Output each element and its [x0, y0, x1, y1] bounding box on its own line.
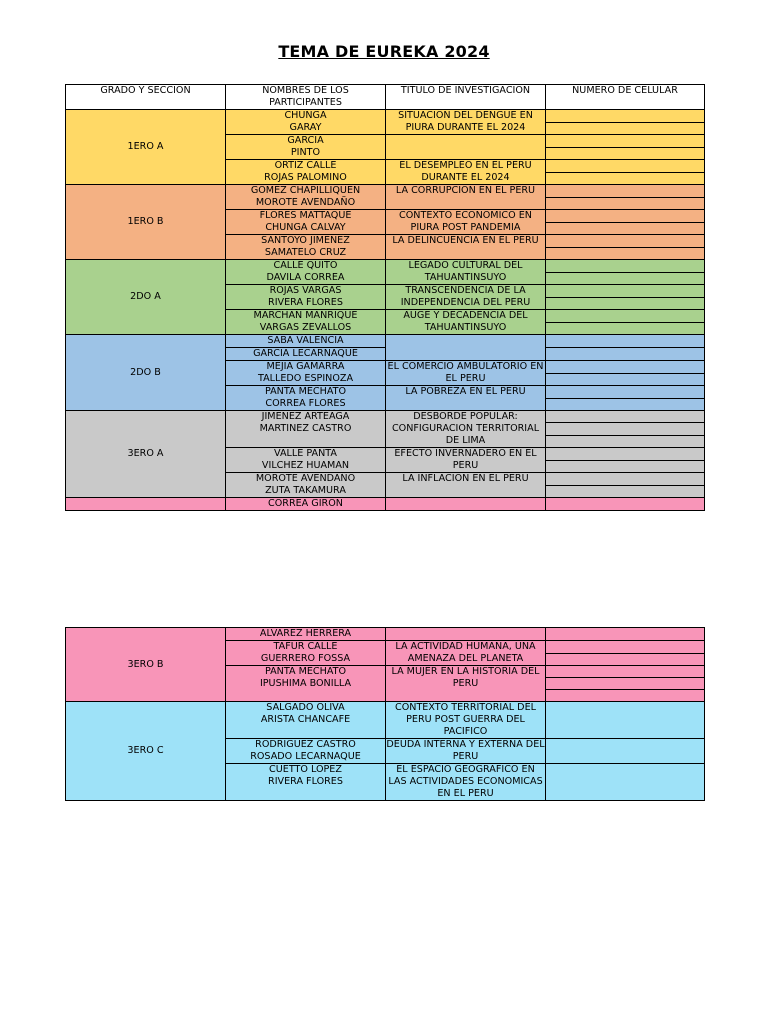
phone-cell[interactable] [546, 411, 705, 423]
phone-cell[interactable] [546, 297, 705, 310]
research-title: LA INFLACION EN EL PERU [386, 473, 546, 498]
research-title [386, 135, 546, 160]
eureka-table-2 [65, 627, 704, 801]
phone-cell[interactable] [546, 423, 705, 435]
participant-names: CUETTO LOPEZ RIVERA FLORES [226, 764, 386, 801]
research-title: LA ACTIVIDAD HUMANA, UNA AMENAZA DEL PLANETA [386, 641, 546, 666]
participant-names: GARCIA PINTO [226, 135, 386, 160]
research-title: DEUDA INTERNA Y EXTERNA DEL PERU [386, 739, 545, 762]
participant-names: CALLE QUITO DAVILA CORREA [226, 260, 386, 285]
participants-table-continued [65, 627, 705, 801]
section-label: 1ERO B [66, 185, 226, 260]
table-row [66, 110, 705, 123]
participant-names: VALLE PANTA VILCHEZ HUAMAN [226, 448, 386, 473]
section-label: 3ERO C [66, 702, 226, 801]
research-title: SITUACION DEL DENGUE EN PIURA DURANTE EL 2024 [386, 110, 546, 135]
phone-cell[interactable] [546, 739, 705, 764]
research-title: LA DELINCUENCIA EN EL PERU [386, 235, 546, 260]
research-title: EL COMERCIO AMBULATORIO EN EL PERU [386, 361, 546, 386]
phone-cell[interactable] [546, 260, 705, 273]
phone-cell[interactable] [546, 172, 705, 185]
research-title: LA POBREZA EN EL PERU [386, 386, 546, 411]
phone-cell[interactable] [546, 498, 705, 511]
phone-cell[interactable] [546, 448, 705, 461]
participant-names: CHUNGA GARAY [226, 110, 386, 135]
section-label: 3ERO A [66, 411, 226, 498]
participant-names: RODRIGUEZ CASTRO ROSADO LECARNAQUE [226, 739, 386, 764]
phone-cell[interactable] [546, 197, 705, 210]
phone-cell[interactable] [546, 247, 705, 260]
participants-table [65, 84, 705, 511]
phone-cell[interactable] [546, 473, 705, 486]
participant-names: ALVAREZ HERRERA [226, 628, 386, 641]
research-title: CONTEXTO TERRITORIAL DEL PERU POST GUERRA DEL PACIFICO [386, 702, 546, 739]
participant-names: CORREA GIRON [226, 498, 386, 511]
page-title: TEMA DE EUREKA 2024 [278, 42, 490, 61]
section-label: 3ERO B [66, 628, 226, 702]
research-title: DESBORDE POPULAR: CONFIGURACION TERRITORIAL DE LIMA [386, 411, 546, 448]
phone-cell[interactable] [546, 435, 705, 447]
phone-cell[interactable] [546, 285, 705, 298]
research-title [386, 335, 546, 361]
phone-cell[interactable] [546, 653, 705, 666]
participant-names: SANTOYO JIMENEZ SAMATELO CRUZ [226, 235, 386, 260]
header-grado: GRADO Y SECCION [66, 85, 226, 110]
eureka-table-1 [65, 84, 704, 511]
participant-names: ORTIZ CALLE ROJAS PALOMINO [226, 160, 386, 185]
research-title: LA CORRUPCION EN EL PERU [386, 185, 546, 210]
participant-names: TAFUR CALLE GUERRERO FOSSA [226, 641, 386, 666]
table-header-row [66, 85, 705, 110]
participant-names: GARCIA LECARNAQUE [226, 348, 386, 361]
section-label: 1ERO A [66, 110, 226, 185]
phone-cell[interactable] [546, 147, 705, 160]
participant-names: ROJAS VARGAS RIVERA FLORES [226, 285, 386, 310]
research-title [386, 498, 546, 511]
section-label [66, 498, 226, 511]
phone-cell[interactable] [546, 678, 705, 690]
phone-cell[interactable] [546, 160, 705, 173]
phone-cell[interactable] [546, 641, 705, 654]
research-title: CONTEXTO ECONOMICO EN PIURA POST PANDEMIA [386, 210, 546, 235]
phone-cell[interactable] [546, 398, 705, 411]
phone-cell[interactable] [546, 348, 705, 361]
phone-cell[interactable] [546, 135, 705, 148]
header-celular: NUMERO DE CELULAR [546, 85, 705, 110]
phone-cell[interactable] [546, 628, 705, 641]
research-title [386, 628, 546, 641]
phone-cell[interactable] [546, 764, 705, 801]
phone-cell[interactable] [546, 122, 705, 135]
phone-cell[interactable] [546, 386, 705, 399]
participant-names: JIMENEZ ARTEAGA MARTINEZ CASTRO [226, 411, 386, 448]
participant-names: PANTA MECHATO CORREA FLORES [226, 386, 386, 411]
phone-cell[interactable] [546, 666, 705, 678]
phone-cell[interactable] [546, 222, 705, 235]
research-title: AUGE Y DECADENCIA DEL TAHUANTINSUYO [386, 310, 546, 335]
header-titulo: TITULO DE INVESTIGACION [386, 85, 546, 110]
phone-cell[interactable] [546, 373, 705, 386]
phone-cell[interactable] [546, 690, 705, 702]
phone-cell[interactable] [546, 702, 705, 739]
research-title: EL DESEMPLEO EN EL PERU DURANTE EL 2024 [386, 160, 546, 185]
phone-cell[interactable] [546, 210, 705, 223]
phone-cell[interactable] [546, 110, 705, 123]
participant-names: MEJIA GAMARRA TALLEDO ESPINOZA [226, 361, 386, 386]
phone-cell[interactable] [546, 361, 705, 374]
research-title: EL ESPACIO GEOGRAFICO EN LAS ACTIVIDADES ECONOMICAS EN EL PERU [386, 764, 546, 801]
research-title: TRANSCENDENCIA DE LA INDEPENDENCIA DEL PERU [386, 285, 546, 310]
participant-names: MARCHAN MANRIQUE VARGAS ZEVALLOS [226, 310, 386, 335]
phone-cell[interactable] [546, 460, 705, 473]
participant-names: PANTA MECHATO IPUSHIMA BONILLA [226, 666, 386, 702]
phone-cell[interactable] [546, 485, 705, 498]
phone-cell[interactable] [546, 235, 705, 248]
header-nombres: NOMBRES DE LOS PARTICIPANTES [226, 85, 386, 110]
participant-names: FLORES MATTAQUE CHUNGA CALVAY [226, 210, 386, 235]
phone-cell[interactable] [546, 322, 705, 335]
section-label: 2DO A [66, 260, 226, 335]
participant-names: MOROTE AVENDAÑO ZUTA TAKAMURA [226, 473, 386, 498]
phone-cell[interactable] [546, 335, 705, 348]
participant-names: GOMEZ CHAPILLIQUEN MOROTE AVENDAÑO [226, 185, 386, 210]
participant-names: SALGADO OLIVA ARISTA CHANCAFE [226, 702, 386, 739]
research-title: EFECTO INVERNADERO EN EL PERU [386, 448, 546, 473]
participant-names: SABA VALENCIA [226, 335, 386, 348]
research-title: LEGADO CULTURAL DEL TAHUANTINSUYO [386, 260, 546, 285]
phone-cell[interactable] [546, 185, 705, 198]
section-label: 2DO B [66, 335, 226, 411]
phone-cell[interactable] [546, 272, 705, 285]
phone-cell[interactable] [546, 310, 705, 323]
research-title: LA MUJER EN LA HISTORIA DEL PERU [386, 666, 546, 702]
